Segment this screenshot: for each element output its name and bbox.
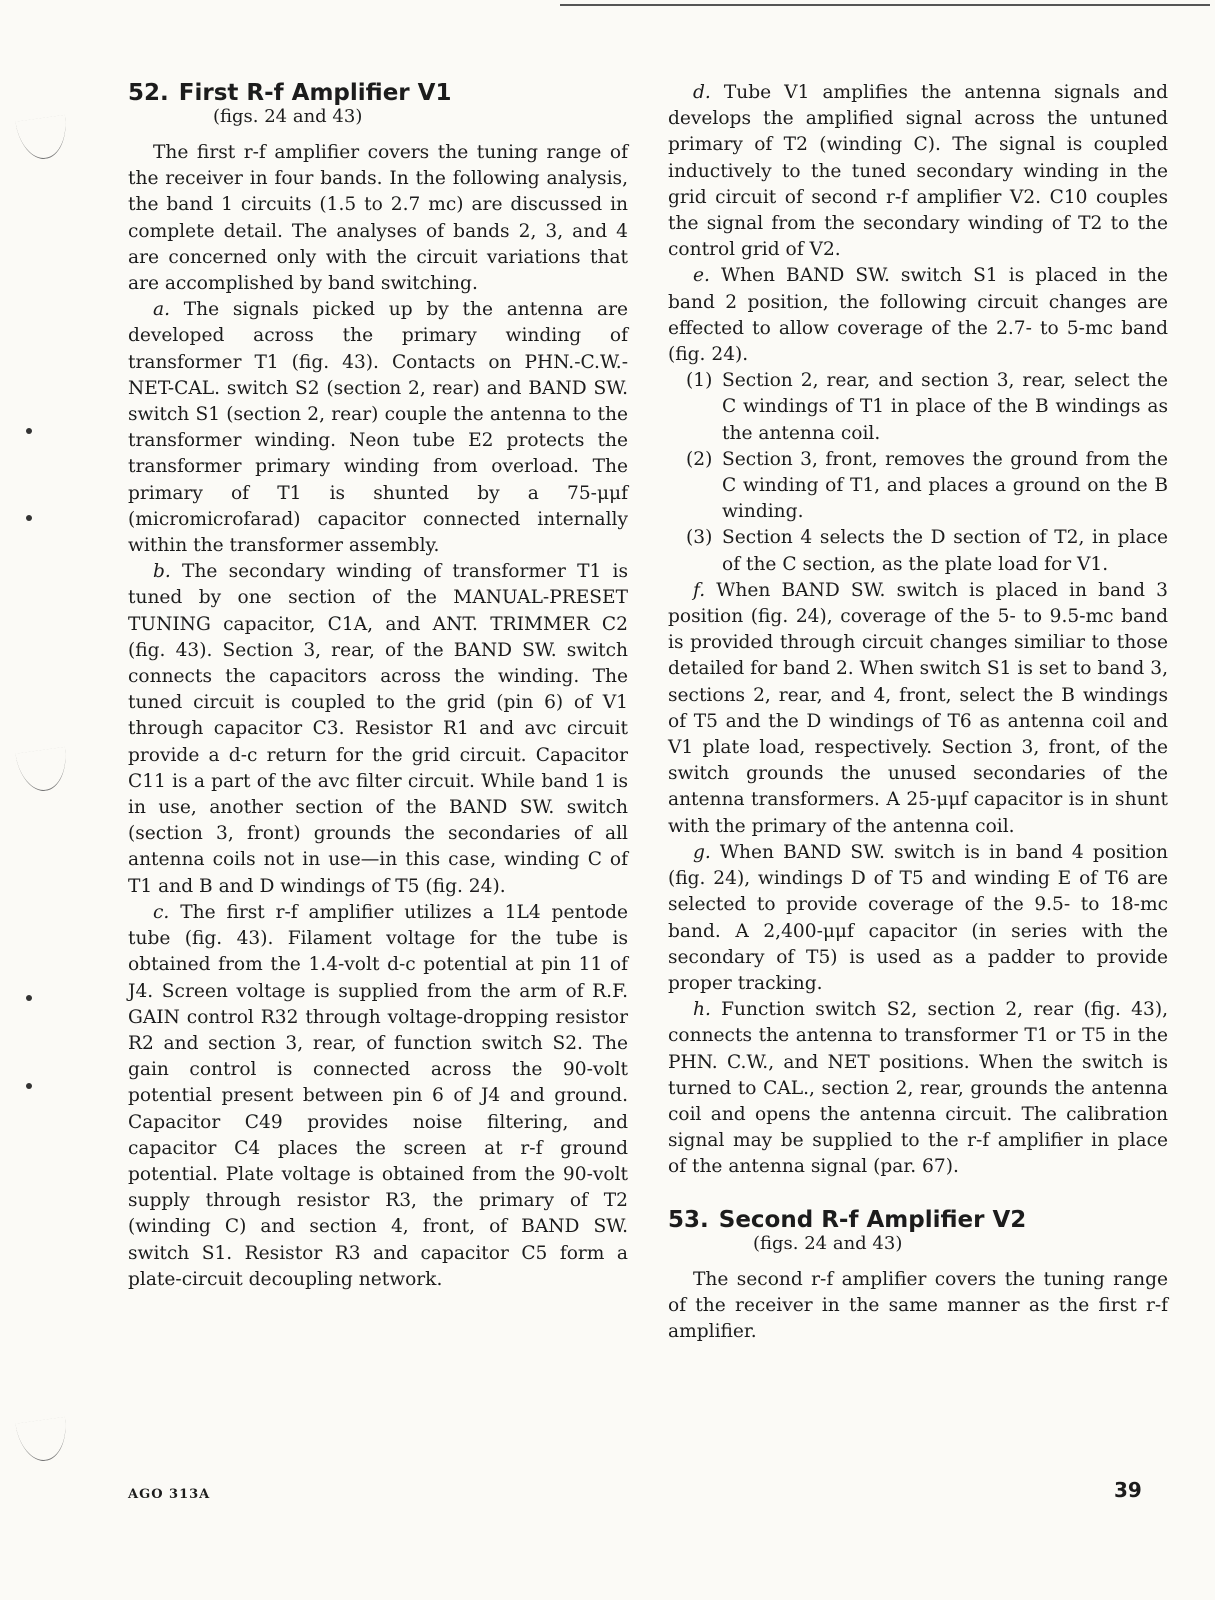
page-number: 39 [1114,1478,1142,1502]
list-item-text: Section 2, rear, and section 3, rear, select the C windings of T1 in place of the B windings as the antenna coil. [722,370,1168,444]
section-53 [668,1207,1168,1346]
top-rule [560,4,1210,6]
paragraph-intro: The first r-f amplifier covers the tuning range of the receiver in four bands. In the following analysis, the band 1 circuits (1.5 to 2.7 mc) are discussed in complete detail. The analyses of bands 2, 3, and 4 are concerned only with the circuit variations that are accomplished by band switching. [128,142,628,295]
list-item [668,368,1168,447]
margin-mark [26,515,32,521]
footer-code: AGO 313A [128,1487,211,1502]
list-item-text: Section 4 selects the D section of T2, in place of the C section, as the plate load for V1. [722,527,1168,575]
section-number: 53. [668,1206,709,1233]
margin-mark [26,1083,32,1089]
band-2-changes-list [668,368,1168,578]
paragraph-b: b. The secondary winding of transformer T1 is tuned by one section of the MANUAL-PRESET TUNING capacitor, C1A, and ANT. TRIMMER C2 (fig. 43). Section 3, rear, of the BAND SW. switch connects the capacitors across the winding. The tuned circuit is coupled to the grid (pin 6) of V1 through capacitor C3. Resistor R1 and avc circuit provide a d-c return for the grid circuit. Capacitor C11 is a part of the avc filter circuit. While band 1 is in use, another section of the BAND SW. switch (section 3, front) grounds the secondaries of all antenna coils not in use—in this case, winding C of T1 and B and D windings of T5 (fig. 24). [128,561,628,897]
binder-hole-mark [15,115,70,163]
section-title: First R-f Amplifier V1 [178,80,452,106]
section-52-heading [128,80,628,106]
left-column [128,80,628,1293]
section-53-heading [668,1207,1168,1233]
paragraph-label: g. [693,841,711,863]
paragraph-e: e. When BAND SW. switch S1 is placed in the band 2 position, the following circuit changes are effected to allow coverage of the 2.7- to 5-mc band (fig. 24). [668,265,1168,366]
list-item-number: (3) [686,527,713,549]
paragraph-f: f. When BAND SW. switch is placed in band 3 position (fig. 24), coverage of the 5- to 9.5-mc band is provided through circuit changes similiar to those detailed for band 2. When switch S1 is set to band 3, sections 2, rear, and 4, front, select the B windings of T5 and the D windings of T6 as antenna coil and V1 plate load, respectively. Section 3, front, of the switch grounds the unused secondaries of the antenna transformers. A 25-μμf capacitor is in shunt with the primary of the antenna coil. [668,579,1168,837]
paragraph-label: c. [153,901,170,923]
section-number: 52. [128,80,169,106]
paragraph-label: f. [693,579,706,601]
right-column [668,80,1168,1345]
paragraph-intro: The second r-f amplifier covers the tuning range of the receiver in the same manner as the first r-f amplifier. [668,1268,1168,1342]
list-item-number: (1) [686,370,713,392]
section-title: Second R-f Amplifier V2 [718,1206,1027,1233]
paragraph-label: d. [693,82,711,103]
paragraph-label: e. [693,265,710,287]
paragraph-c: c. The first r-f amplifier utilizes a 1L4 pentode tube (fig. 43). Filament voltage for the tube is obtained from the 1.4-volt d-c potential at pin 11 of J4. Screen voltage is supplied from the arm of R.F. GAIN control R32 through voltage-dropping resistor R2 and section 3, rear, of function switch S2. The gain control is connected across the 90-volt potential present between pin 6 of J4 and ground. Capacitor C49 provides noise filtering, and capacitor C4 places the screen at r-f ground potential. Plate voltage is obtained from the 90-volt supply through resistor R3, the primary of T2 (winding C) and section 4, front, of BAND SW. switch S1. Resistor R3 and capacitor C5 form a plate-circuit decoupling network. [128,901,628,1290]
list-item [668,447,1168,526]
list-item [668,525,1168,577]
binder-hole-mark [15,1417,70,1465]
paragraph-h: h. Function switch S2, section 2, rear (fig. 43), connects the antenna to transformer T1 or T5 in the PHN. C.W., and NET positions. When the switch is turned to CAL., section 2, rear, grounds the antenna coil and opens the antenna circuit. The calibration signal may be supplied to the r-f amplifier in place of the antenna signal (par. 67). [668,999,1168,1178]
paragraph-g: g. When BAND SW. switch is in band 4 position (fig. 24), windings D of T5 and winding E of T6 are selected to provide coverage of the 9.5- to 18-mc band. A 2,400-μμf capacitor (in series with the secondary of T5) is used as a padder to provide proper tracking. [668,841,1168,994]
section-figs: (figs. 24 and 43) [753,1232,903,1254]
paragraph-label: b. [153,561,171,583]
paragraph-label: h. [693,999,711,1021]
list-item-text: Section 3, front, removes the ground from the C winding of T1, and places a ground on the B winding. [722,448,1168,523]
binder-hole-mark [15,747,70,795]
section-figs: (figs. 24 and 43) [213,106,363,127]
paragraph-a: a. The signals picked up by the antenna are developed across the primary winding of transformer T1 (fig. 43). Contacts on PHN.-C.W.-NET-CAL. switch S2 (section 2, rear) and BAND SW. switch S1 (section 2, rear) couple the antenna to the transformer winding. Neon tube E2 protects the transformer primary winding from overload. The primary of T1 is shunted by a 75-μμf (micromicrofarad) capacitor connected internally within the transformer assembly. [128,299,628,557]
list-item-number: (2) [686,448,713,470]
paragraph-label: a. [153,299,170,321]
margin-mark [26,995,32,1001]
paragraph-d: d. Tube V1 amplifies the antenna signals and develops the amplified signal across the untuned primary of T2 (winding C). The signal is coupled inductively to the tuned secondary winding in the grid circuit of second r-f amplifier V2. C10 couples the signal from the secondary winding of T2 to the control grid of V2. [668,82,1168,261]
margin-mark [26,428,32,434]
